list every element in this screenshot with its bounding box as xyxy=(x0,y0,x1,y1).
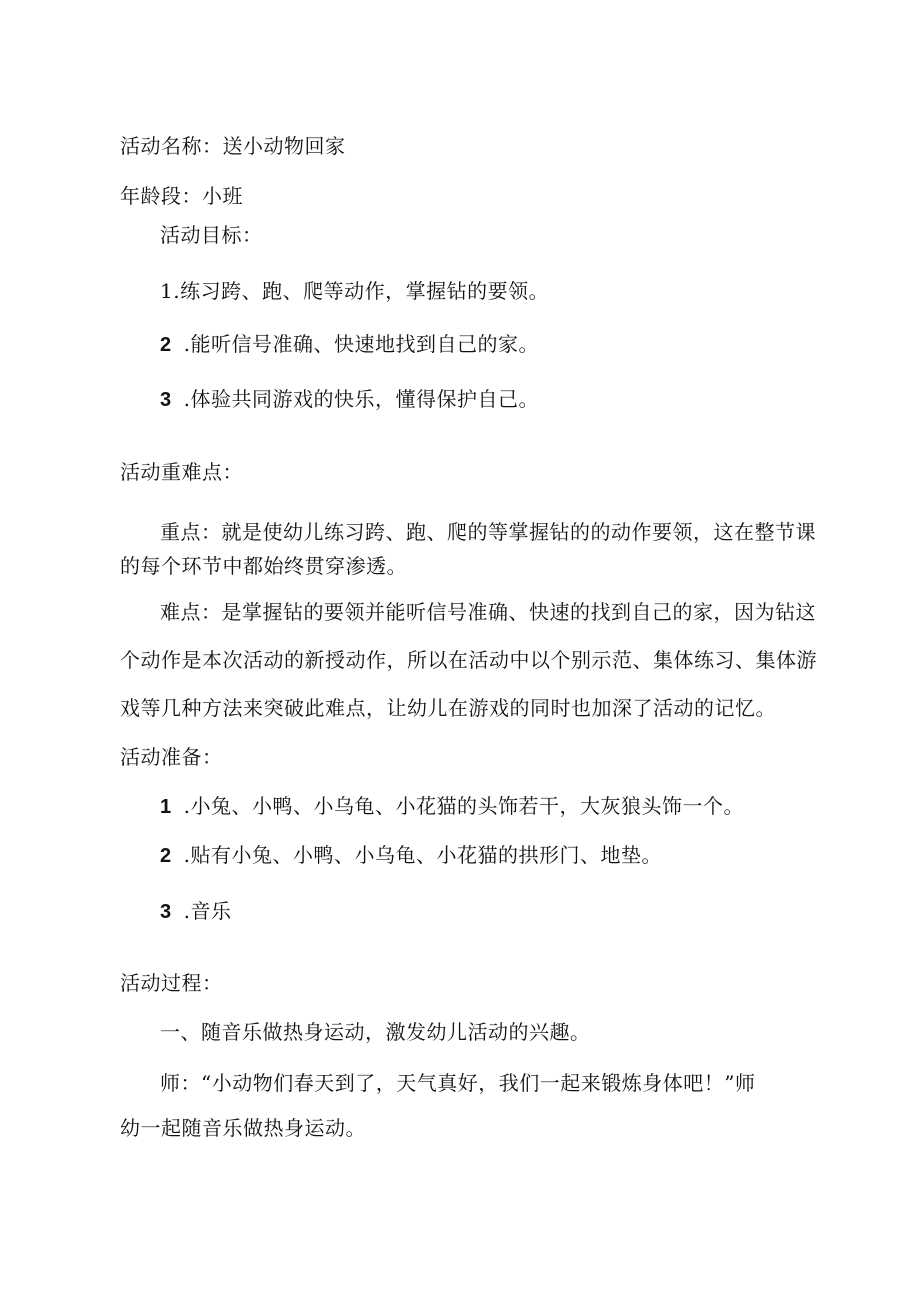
age-group: 年龄段：小班 xyxy=(120,184,243,208)
goal-text: .体验共同游戏的快乐，懂得保护自己。 xyxy=(183,387,539,411)
focus-paragraph-line: 重点：就是使幼儿练习跨、跑、爬的等掌握钻的的动作要领，这在整节课 xyxy=(160,520,816,544)
preparation-item xyxy=(160,794,744,819)
activity-name: 活动名称：送小动物回家 xyxy=(120,134,346,158)
preparation-item xyxy=(160,899,231,924)
preparation-heading: 活动准备： xyxy=(120,745,223,769)
preparation-item xyxy=(160,843,662,868)
preparation-text: .贴有小兔、小鸭、小乌龟、小花猫的拱形门、地垫。 xyxy=(183,843,662,867)
process-heading: 活动过程： xyxy=(120,971,223,995)
difficulty-paragraph-line: 戏等几种方法来突破此难点，让幼儿在游戏的同时也加深了活动的记忆。 xyxy=(120,696,776,720)
goal-number: 3 xyxy=(160,389,172,411)
teacher-quote-line: 幼一起随音乐做热身运动。 xyxy=(120,1116,366,1140)
goal-text: 练习跨、跑、爬等动作，掌握钻的要领。 xyxy=(180,279,550,303)
goal-text: .能听信号准确、快速地找到自己的家。 xyxy=(183,332,539,356)
preparation-number: 1 xyxy=(160,796,172,818)
goal-item xyxy=(160,279,549,303)
preparation-text: .小兔、小鸭、小乌龟、小花猫的头饰若干，大灰狼头饰一个。 xyxy=(183,794,744,818)
preparation-number: 2 xyxy=(160,845,172,867)
difficulty-paragraph-line: 个动作是本次活动的新授动作，所以在活动中以个别示范、集体练习、集体游 xyxy=(120,648,817,672)
goal-number: 2 xyxy=(160,334,172,356)
difficulty-paragraph-line: 难点：是掌握钻的要领并能听信号准确、快速的找到自己的家，因为钻这 xyxy=(160,600,816,624)
focus-paragraph-line: 的每个环节中都始终贯穿渗透。 xyxy=(120,554,407,578)
preparation-text: .音乐 xyxy=(183,899,232,923)
goal-item xyxy=(160,332,539,357)
goals-heading: 活动目标： xyxy=(160,223,263,247)
goal-number: 1. xyxy=(160,279,181,303)
process-step: 一、随音乐做热身运动，激发幼儿活动的兴趣。 xyxy=(160,1020,591,1044)
teacher-quote-line: 师：“小动物们春天到了，天气真好，我们一起来锻炼身体吧！”师 xyxy=(160,1071,756,1095)
key-points-heading: 活动重难点： xyxy=(120,460,243,484)
preparation-number: 3 xyxy=(160,901,172,923)
goal-item xyxy=(160,387,539,412)
